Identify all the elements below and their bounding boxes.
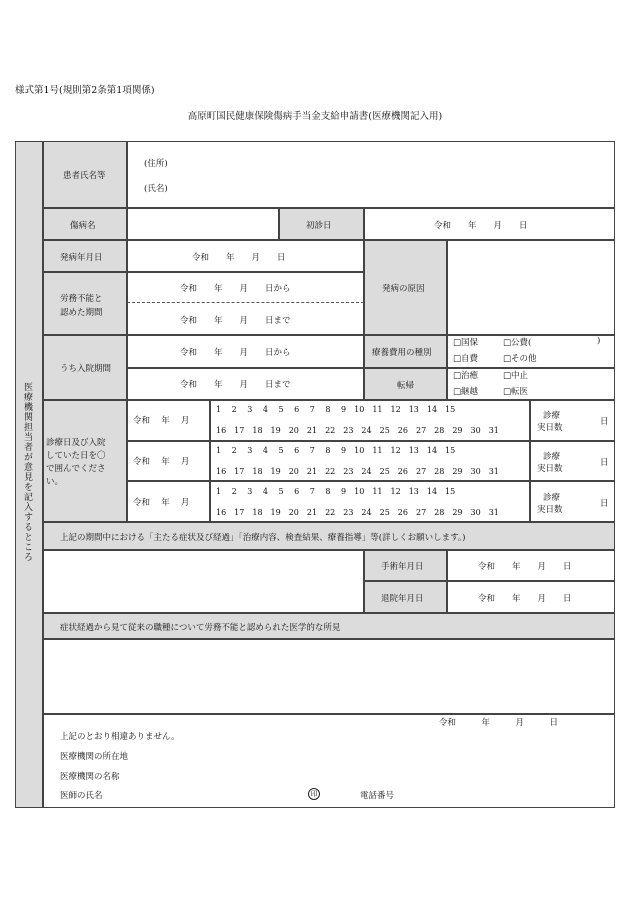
outcome-opt-cured[interactable]: □治癒 [453,371,479,381]
side-label: 医療機関担当者が意見を記入するところ [22,382,32,562]
actual-days-label-3b: 実日数 [537,505,563,515]
visit-days-label-4: い。 [46,477,64,487]
injury-field[interactable] [127,208,279,240]
phone-label: 電話番号 [360,791,395,801]
outcome-opt-transfer[interactable]: □転医 [503,387,529,397]
hospitalization-label: うち入院期間 [60,364,112,374]
cost-opt-other[interactable]: □その他 [503,354,537,364]
certification-statement: 上記のとおり相違ありません。 [60,732,180,742]
cause-label: 発病の原因 [382,284,425,294]
outcome-label: 転帰 [397,381,415,391]
opinion-header: 症状経過から見て従来の職種について労務不能と認められた医学的な所見 [60,623,341,633]
cost-opt-kouhi[interactable]: □公費( [503,338,532,348]
doctor-name-label: 医師の氏名 [60,791,103,801]
actual-days-unit-2: 日 [600,458,609,468]
cause-field[interactable] [447,240,615,335]
surgery-date: 令和 年 月 日 [478,562,572,572]
document-title: 高原町国民健康保険傷病手当金支給申請書(医療機関記入用) [187,111,443,122]
injury-label: 傷病名 [70,221,96,231]
name-label: (氏名) [144,184,168,194]
form-number: 様式第1号(規則第2条第1項関係) [15,85,155,96]
onset-date: 令和 年 月 日 [192,253,286,263]
cost-type-label: 療養費用の種別 [372,348,432,358]
visit-days-label-3: で囲んでくださ [46,464,106,474]
incapacity-label-line1: 労務不能と [60,294,103,304]
month-label-3: 令和 年 月 [133,498,190,508]
onset-label: 発病年月日 [60,253,103,263]
actual-days-unit-1: 日 [600,417,609,427]
actual-days-label-1a: 診療 [543,411,561,421]
actual-days-unit-3: 日 [600,499,609,509]
discharge-date: 令和 年 月 日 [478,594,572,604]
visit-days-label-1: 診療日及び入院 [46,438,106,448]
clinic-address-label: 医療機関の所在地 [60,752,129,762]
surgery-label: 手術年月日 [381,562,424,572]
incapacity-to: 令和 年 月 日まで [180,316,291,326]
actual-days-label-3a: 診療 [543,493,561,503]
patient-label: 患者氏名等 [63,171,106,181]
actual-days-label-1b: 実日数 [537,423,563,433]
actual-days-label-2a: 診療 [543,452,561,462]
seal-mark: 印 [308,788,320,800]
actual-days-label-2b: 実日数 [537,464,563,474]
clinic-name-label: 医療機関の名称 [60,772,120,782]
outcome-opt-continued[interactable]: □継越 [453,387,479,397]
hospitalization-to: 令和 年 月 日まで [180,380,291,390]
cost-opt-jihi[interactable]: □自費 [453,354,479,364]
discharge-label: 退院年月日 [381,594,424,604]
visit-days-label-cell [43,400,127,522]
days-row-3a: 1 2 3 4 5 6 7 8 9 10 11 12 13 14 15 [216,487,456,496]
incapacity-from: 令和 年 月 日から [180,284,291,294]
days-row-1a: 1 2 3 4 5 6 7 8 9 10 11 12 13 14 15 [216,405,456,414]
days-row-2b: 16 17 18 19 20 21 22 23 24 25 26 27 28 29 30 31 [216,467,499,476]
certification-date: 令和 年 月 日 [439,718,559,728]
days-row-1b: 16 17 18 19 20 21 22 23 24 25 26 27 28 29 30 31 [216,426,499,435]
first-visit-label: 初診日 [306,221,332,231]
cost-opt-kouhi-close: ) [597,336,601,346]
symptoms-header: 上記の期間中における「主たる症状及び経過」「治療内容、検査結果、療養指導」等(詳しくお願いします。) [60,533,466,543]
address-label: (住所) [144,159,168,169]
hospitalization-from: 令和 年 月 日から [180,348,291,358]
symptoms-field[interactable] [43,550,364,613]
days-row-3b: 16 17 18 19 20 21 22 23 24 25 26 27 28 29 30 31 [216,508,499,517]
cost-opt-kokuho[interactable]: □国保 [453,338,479,348]
visit-days-label-2: していた日を〇 [46,451,106,461]
certification-cell [43,714,615,808]
first-visit-date: 令和 年 月 日 [434,221,528,231]
opinion-field[interactable] [43,639,615,714]
patient-field[interactable] [127,141,615,208]
incapacity-divider [127,302,364,303]
incapacity-label-line2: 認めた期間 [60,308,103,318]
month-label-1: 令和 年 月 [133,416,190,426]
days-row-2a: 1 2 3 4 5 6 7 8 9 10 11 12 13 14 15 [216,446,456,455]
outcome-opt-stopped[interactable]: □中止 [503,371,529,381]
month-label-2: 令和 年 月 [133,457,190,467]
